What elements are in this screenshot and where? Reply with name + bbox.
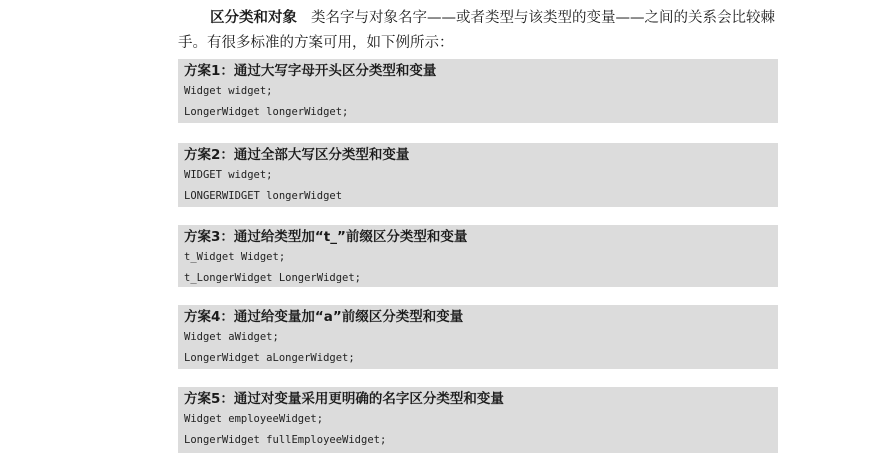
scheme-3-title: 方案3：通过给类型加“t_”前缀区分类型和变量 — [184, 229, 468, 245]
scheme-2-box — [178, 143, 778, 207]
scheme-4-title: 方案4：通过给变量加“a”前缀区分类型和变量 — [184, 309, 464, 325]
scheme-1-code-line-1: Widget widget; — [184, 85, 273, 97]
scheme-1-box — [178, 59, 778, 123]
scheme-3-code-line-1: t_Widget Widget; — [184, 251, 286, 263]
scheme-3-code-line-2: t_LongerWidget LongerWidget; — [184, 272, 362, 284]
scheme-5-box — [178, 387, 778, 453]
scheme-5-code-line-2: LongerWidget fullEmployeeWidget; — [184, 434, 387, 446]
scheme-5-code-line-1: Widget employeeWidget; — [184, 413, 324, 425]
scheme-2-code-line-2: LONGERWIDGET longerWidget — [184, 190, 343, 202]
scheme-1-title: 方案1：通过大写字母开头区分类型和变量 — [184, 63, 437, 79]
scheme-3-box — [178, 225, 778, 287]
intro-paragraph — [178, 6, 778, 56]
scheme-2-code-line-1: WIDGET widget; — [184, 169, 273, 181]
scheme-4-code-line-2: LongerWidget aLongerWidget; — [184, 352, 355, 364]
scheme-5-title: 方案5：通过对变量采用更明确的名字区分类型和变量 — [184, 391, 504, 407]
intro-text: 类名字与对象名字——或者类型与该类型的变量——之间的关系会比较棘手。有很多标准的方案可用，如下例所示： — [178, 10, 775, 51]
scheme-2-title: 方案2：通过全部大写区分类型和变量 — [184, 147, 410, 163]
section-heading: 区分类和对象 — [210, 10, 297, 26]
scheme-1-code-line-2: LongerWidget longerWidget; — [184, 106, 349, 118]
scheme-4-box — [178, 305, 778, 369]
scheme-4-code-line-1: Widget aWidget; — [184, 331, 279, 343]
